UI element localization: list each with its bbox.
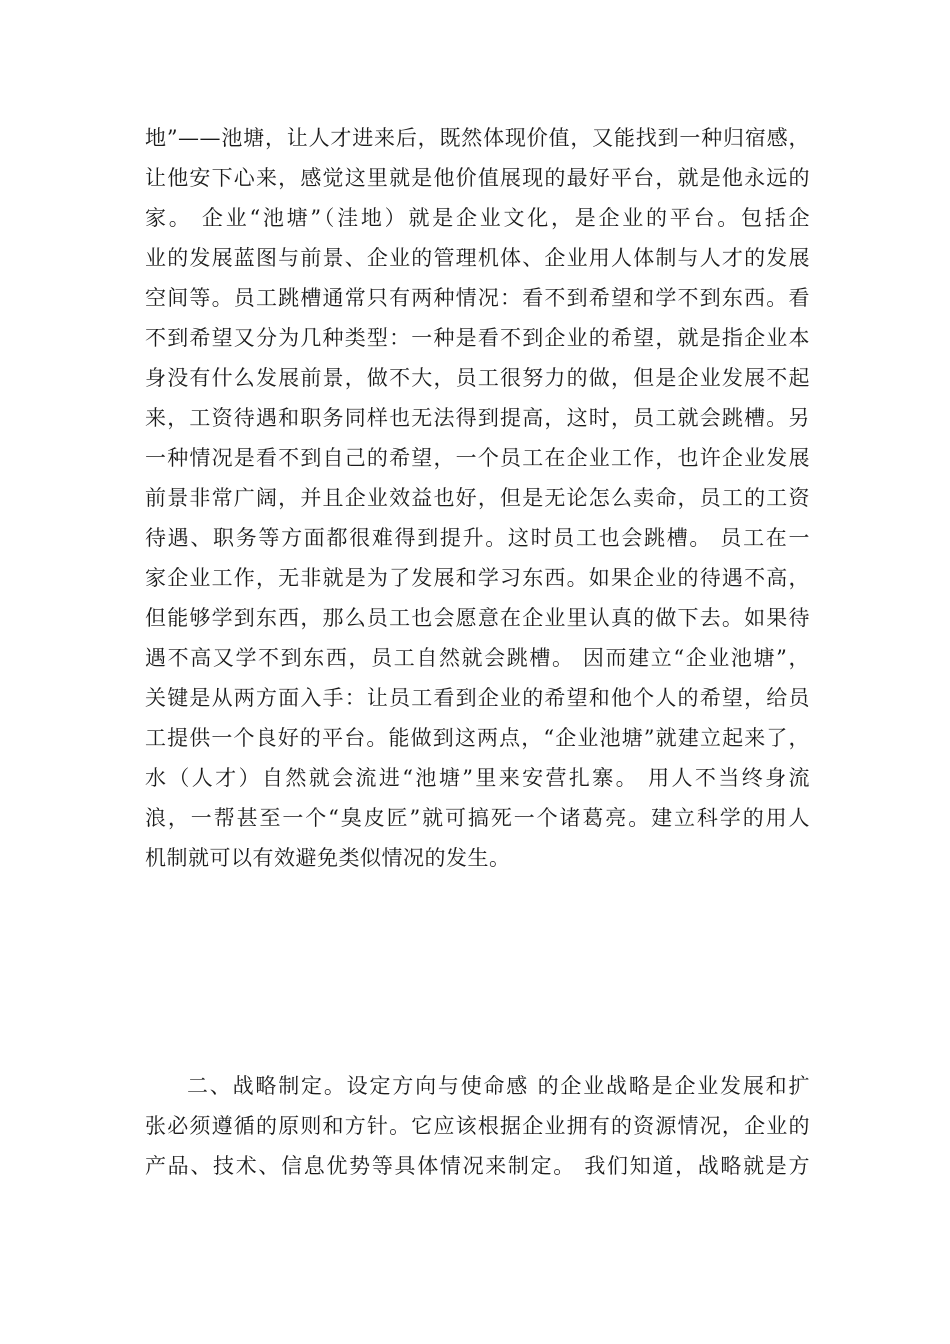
- paragraph-2: [145, 1066, 810, 1186]
- paragraph-line: 来，工资待遇和职务同样也无法得到提高，这时，员工就会跳槽。另: [145, 406, 810, 430]
- paragraph-line: 身没有什么发展前景，做不大，员工很努力的做，但是企业发展不起: [145, 366, 810, 390]
- paragraph-line: 机制就可以有效避免类似情况的发生。: [145, 846, 511, 870]
- paragraph-line: 关键是从两方面入手：让员工看到企业的希望和他个人的希望，给员: [145, 686, 810, 710]
- paragraph-line: 前景非常广阔，并且企业效益也好，但是无论怎么卖命，员工的工资: [145, 486, 810, 510]
- paragraph-line: 家企业工作，无非就是为了发展和学习东西。如果企业的待遇不高，: [145, 566, 810, 590]
- paragraph-line: 家。 企业“池塘”（洼地）就是企业文化，是企业的平台。包括企: [145, 206, 810, 230]
- paragraph-line: 一种情况是看不到自己的希望，一个员工在企业工作，也许企业发展: [145, 446, 810, 470]
- paragraph-1: [145, 118, 810, 878]
- paragraph-line: 地”——池塘，让人才进来后，既然体现价值，又能找到一种归宿感，: [145, 126, 810, 150]
- paragraph-line: 让他安下心来，感觉这里就是他价值展现的最好平台，就是他永远的: [145, 166, 810, 190]
- paragraph-line: 业的发展蓝图与前景、企业的管理机体、企业用人体制与人才的发展: [145, 246, 810, 270]
- paragraph-line: 待遇、职务等方面都很难得到提升。这时员工也会跳槽。 员工在一: [145, 526, 810, 550]
- paragraph-line: 二、战略制定。设定方向与使命感 的企业战略是企业发展和扩: [187, 1074, 810, 1098]
- paragraph-line: 张必须遵循的原则和方针。它应该根据企业拥有的资源情况，企业的: [145, 1114, 810, 1138]
- paragraph-line: 空间等。员工跳槽通常只有两种情况：看不到希望和学不到东西。看: [145, 286, 810, 310]
- paragraph-line: 不到希望又分为几种类型：一种是看不到企业的希望，就是指企业本: [145, 326, 810, 350]
- paragraph-line: 产品、技术、信息优势等具体情况来制定。 我们知道，战略就是方: [145, 1154, 810, 1178]
- paragraph-line: 水（人才）自然就会流进“池塘”里来安营扎寨。 用人不当终身流: [145, 766, 810, 790]
- paragraph-line: 工提供一个良好的平台。能做到这两点，“企业池塘”就建立起来了，: [145, 726, 810, 750]
- paragraph-line: 浪，一帮甚至一个“臭皮匠”就可搞死一个诸葛亮。建立科学的用人: [145, 806, 810, 830]
- paragraph-line: 但能够学到东西，那么员工也会愿意在企业里认真的做下去。如果待: [145, 606, 810, 630]
- paragraph-line: 遇不高又学不到东西，员工自然就会跳槽。 因而建立“企业池塘”，: [145, 646, 810, 670]
